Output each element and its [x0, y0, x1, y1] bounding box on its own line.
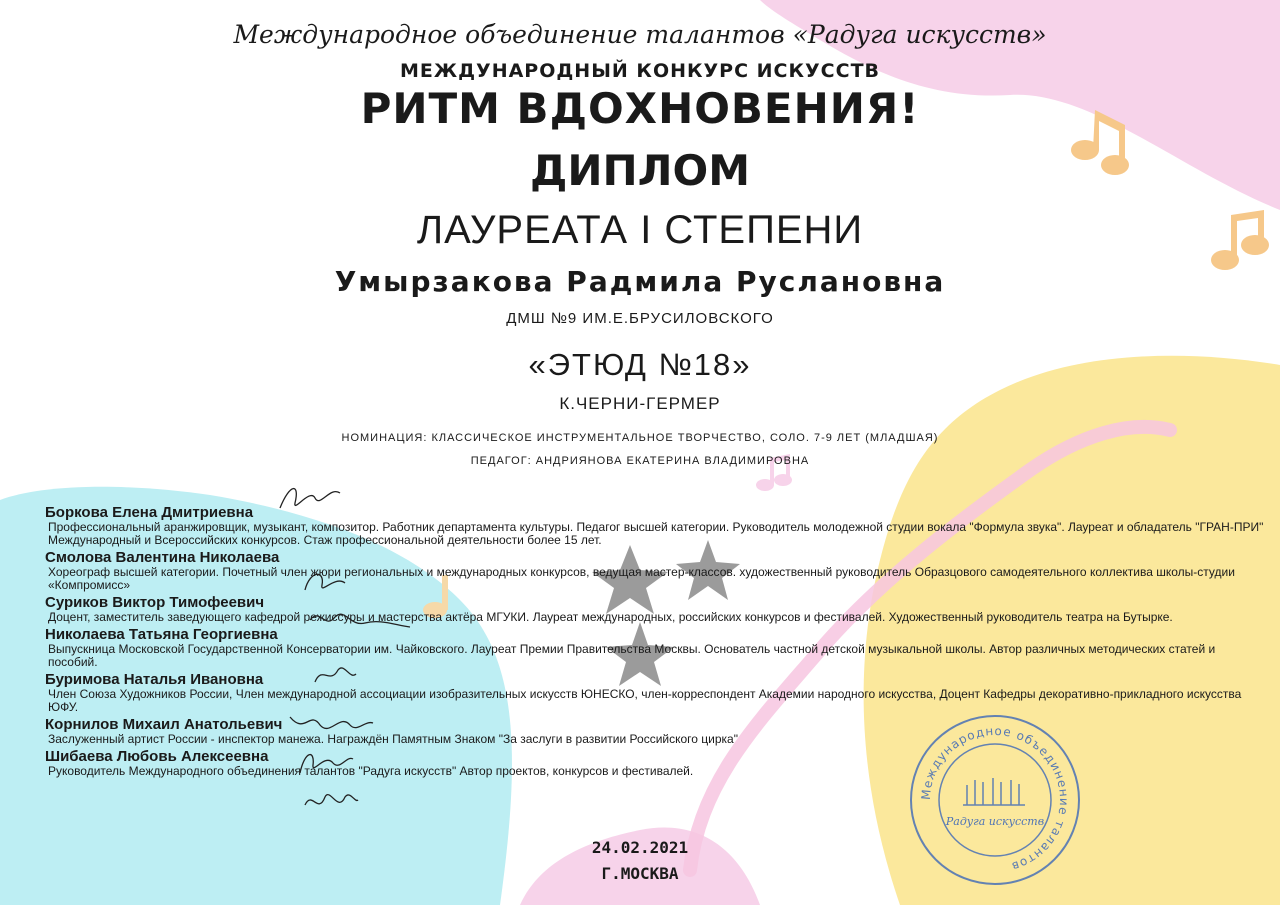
jury-member-name: Шибаева Любовь Алексеевна: [45, 748, 269, 765]
jury-member-description: Заслуженный артист России - инспектор манежа. Награждён Памятным Знаком "За заслуги в развитии Российского цирка": [48, 732, 738, 746]
signature-kornilov: [295, 745, 355, 780]
contest-subtitle: МЕЖДУНАРОДНЫЙ КОНКУРС ИСКУССТВ: [399, 60, 881, 82]
signature-smolova: [300, 565, 350, 600]
jury-member-name: Смолова Валентина Николаева: [45, 549, 280, 566]
jury-member: [45, 672, 1265, 714]
contest-title: РИТМ ВДОХНОВЕНИЯ!: [360, 84, 920, 133]
jury-member: [45, 505, 1265, 547]
signature-nikolaeva: [310, 660, 360, 690]
diploma-heading: ДИПЛОМ: [529, 146, 751, 195]
jury-member-name: Корнилов Михаил Анатольевич: [45, 716, 283, 733]
jury-member-name: Николаева Татьяна Георгиевна: [45, 626, 278, 643]
signature-burimova: [285, 705, 375, 740]
school-name: ДМШ №9 ИМ.Е.БРУСИЛОВСКОГО: [506, 310, 774, 327]
jury-member: [45, 627, 1265, 669]
signature-shibaeva: [300, 785, 360, 820]
piece-title: «ЭТЮД №18»: [528, 347, 752, 382]
signature-borkova: [275, 478, 345, 518]
seal-stamp: [905, 710, 1085, 890]
jury-member-description: Выпускница Московской Государственной Консерватории им. Чайковского. Лауреат Премии Правительства Москвы. Основатель частной детской музыкальной школы. Автор различных методических статей и пособий.: [48, 642, 1216, 669]
jury-member-name: Буримова Наталья Ивановна: [45, 671, 264, 688]
svg-text:Международное объединение тала: Международное объединение талантов: [918, 723, 1072, 874]
composer-name: К.ЧЕРНИ-ГЕРМЕР: [559, 394, 721, 413]
jury-member-description: Доцент, заместитель заведующего кафедрой режиссуры и мастерства актёра МГУКИ. Лауреат международных, российских конкурсов и фестивалей. Художественный руководитель театра на Бутырке.: [48, 610, 1173, 624]
jury-member-name: Суриков Виктор Тимофеевич: [45, 594, 265, 611]
recipient-name: Умырзакова Радмила Руслановна: [334, 265, 946, 298]
teacher-text: ПЕДАГОГ: АНДРИЯНОВА ЕКАТЕРИНА ВЛАДИМИРОВНА: [470, 455, 810, 467]
diploma-date: 24.02.2021: [591, 838, 689, 857]
organization-name: Международное объединение талантов «Радуга искусств»: [233, 20, 1047, 49]
svg-text:Радуга искусств: Радуга искусств: [945, 815, 1045, 828]
degree-heading: ЛАУРЕАТА I СТЕПЕНИ: [416, 208, 864, 252]
jury-member: [45, 595, 1265, 624]
jury-member-description: Руководитель Международного объединения талантов "Радуга искусств" Автор проектов, конкурсов и фестивалей.: [48, 764, 694, 778]
hands-icon: [963, 778, 1025, 805]
jury-member: [45, 550, 1265, 592]
jury-member-description: Хореограф высшей категории. Почетный член жюри региональных и международных конкурсов, ведущая мастер-классов. художественный руководитель Образцового самодеятельного коллектива школы-студии «Компромисс»: [48, 565, 1235, 592]
jury-member-description: Член Союза Художников России, Член международной ассоциации изобразительных искусств ЮНЕСКО, член-корреспондент Академии народного искусства, Доцент Кафедры декоративно-прикладного искусства ЮФУ.: [48, 687, 1242, 714]
jury-member-name: Боркова Елена Дмитриевна: [45, 504, 254, 521]
diploma-city: Г.МОСКВА: [601, 864, 679, 883]
jury-member-description: Профессиональный аранжировщик, музыкант, композитор. Работник департамента культуры. Педагог высшей категории. Руководитель молодежной студии вокала "Формула звука". Лауреат и обладатель "ГРАН-ПРИ" Международный и Всероссийских конкурсов. Стаж профессиональной деятельности более 15 лет.: [48, 520, 1264, 547]
signature-surikov: [305, 605, 415, 635]
nomination-text: НОМИНАЦИЯ: КЛАССИЧЕСКОЕ ИНСТРУМЕНТАЛЬНОЕ ТВОРЧЕСТВО, СОЛО. 7-9 ЛЕТ (МЛАДШАЯ): [341, 432, 939, 444]
